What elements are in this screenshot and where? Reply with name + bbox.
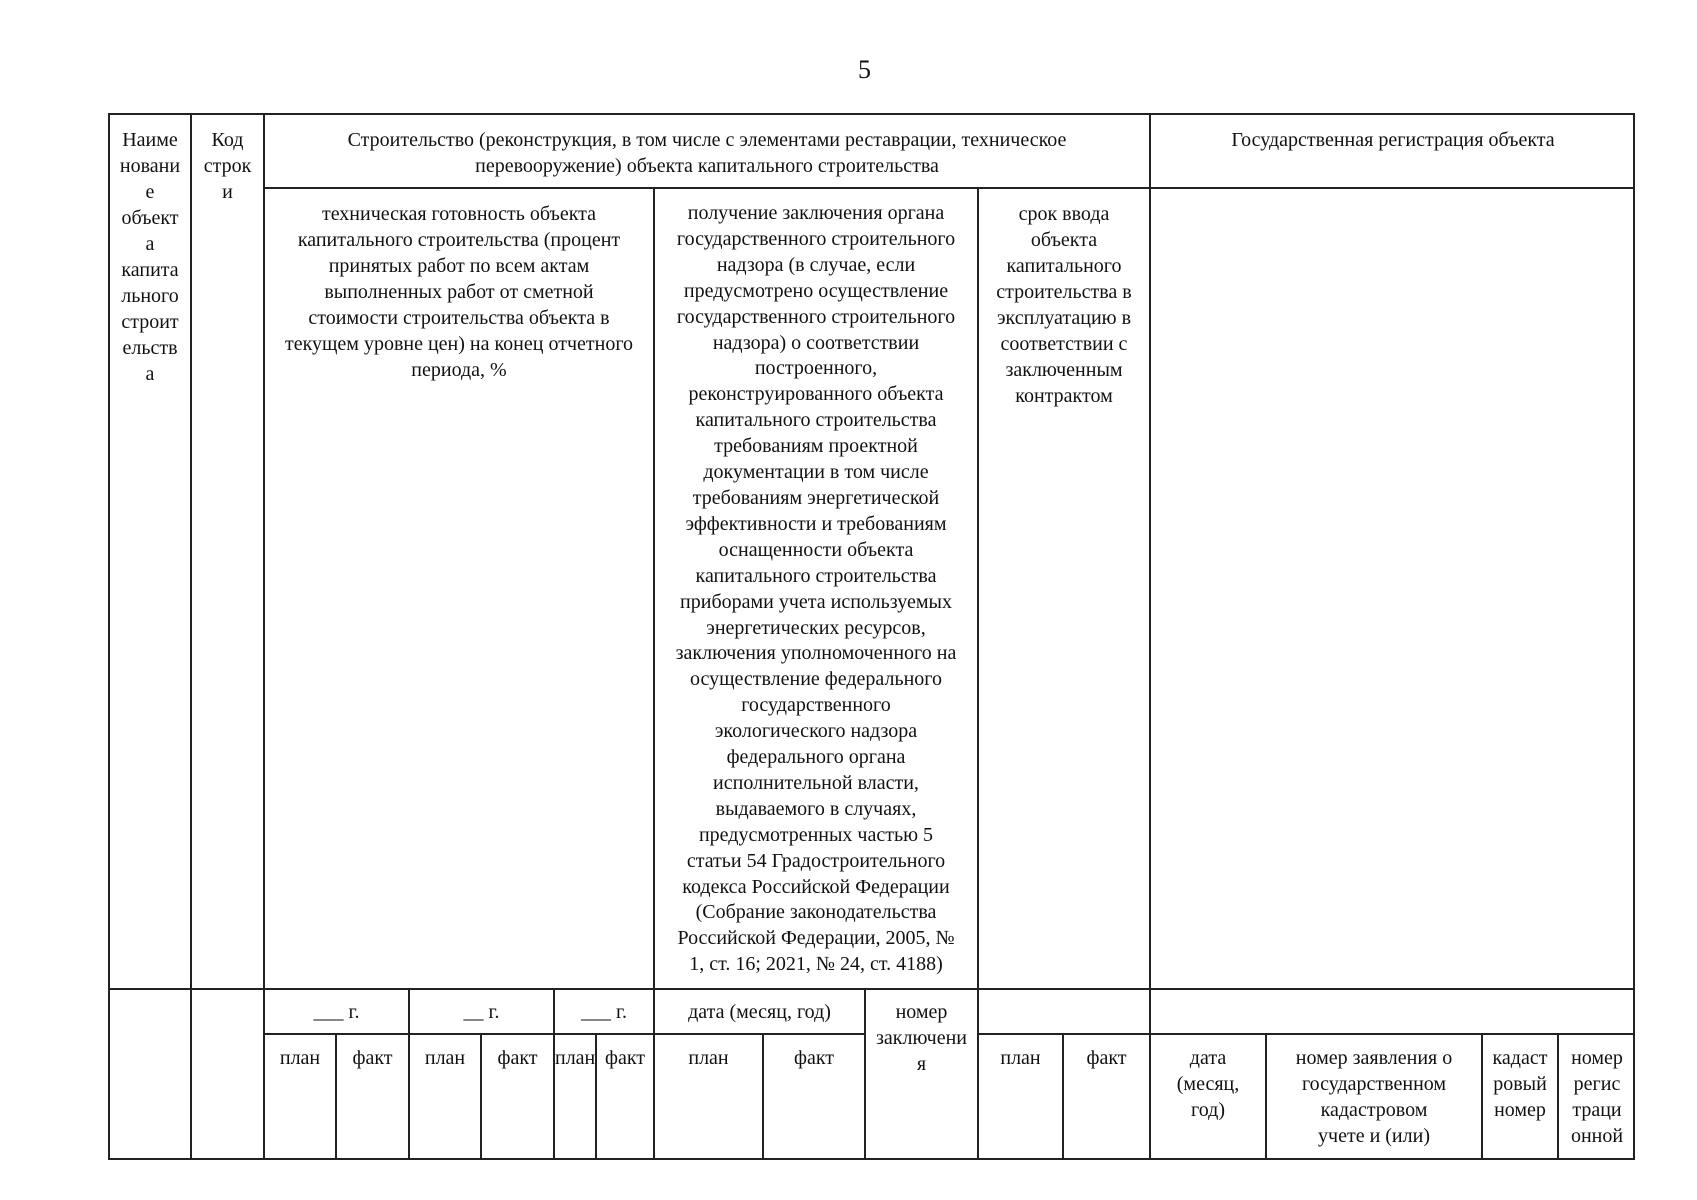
registration-application-number: номер заявления о государственном кадастровом учете и (или) [1295,1047,1453,1147]
plan-2: план [424,1047,466,1069]
commission-deadline-header: срок ввода объекта капитального строительства в эксплуатацию в соответствии с заключенным контрактом [996,203,1132,407]
rule-v-construction-end [1149,115,1151,1160]
commission-fact: факт [1086,1047,1127,1069]
year-label-1: ___ г. [313,1001,360,1023]
object-name-header: Наиме новани е объект а капита льного строит ельств а [119,129,181,385]
row-code-header: Код строк и [203,129,252,203]
conclusion-plan: план [688,1047,729,1069]
rule-v-name [190,115,192,1160]
conclusion-header: получение заключения органа государственного строительного надзора (в случае, если предусмотрено осуществление государственного строительного надзора) о соответствии построенного, реконструированного объекта капитального строительства требованиям проектной документации в том числе требованиям энергетической эффективности и требованиям оснащенности объекта капитального строительства приборами учета используемых энергетических ресурсов, заключения уполномоченного на осуществление федерального государственного экологического надзора федерального органа исполнительной власти, выдаваемого в случаях, предусмотренных частью 5 статьи 54 Градостроительного кодекса Российской Федерации (Собрание законодательства Российской Федерации, 2005, № 1, ст. 16; 2021, № 24, ст. 4188) [675,202,957,976]
page-number: 5 [858,55,871,84]
report-table [108,113,1635,1160]
construction-header: Строительство (реконструкция, в том числе с элементами реставрации, техническое перевооружение) объекта капитального строительства [347,129,1067,177]
technical-readiness-header: техническая готовность объекта капитального строительства (процент принятых работ по всем актам выполненных работ от сметной стоимости строительства объекта в текущем уровне цен) на конец отчетного периода, % [284,203,634,381]
commission-plan: план [1000,1047,1041,1069]
plan-1: план [279,1047,321,1069]
year-label-2: __ г. [463,1001,500,1023]
year-label-3: ___ г. [581,1001,627,1023]
rule-registration-bottom [1149,1033,1635,1035]
registration-cadastral-number: кадаст ровый номер [1492,1047,1548,1121]
conclusion-number-label: номер заключени я [876,1001,967,1075]
registration-date: дата (месяц, год) [1176,1047,1240,1121]
fact-1: факт [352,1047,393,1069]
registration-number: номер регис траци онной [1570,1047,1624,1147]
conclusion-date-label: дата (месяц, год) [688,1001,831,1023]
rule-date-bottom [653,1033,864,1035]
fact-2: факт [497,1047,538,1069]
rule-header-bottom [263,187,1635,189]
plan-3: план [555,1047,595,1069]
rule-subheader-bottom [110,988,1635,990]
fact-3: факт [604,1047,646,1069]
conclusion-fact: факт [793,1047,835,1069]
registration-header: Государственная регистрация объекта [1231,129,1555,151]
